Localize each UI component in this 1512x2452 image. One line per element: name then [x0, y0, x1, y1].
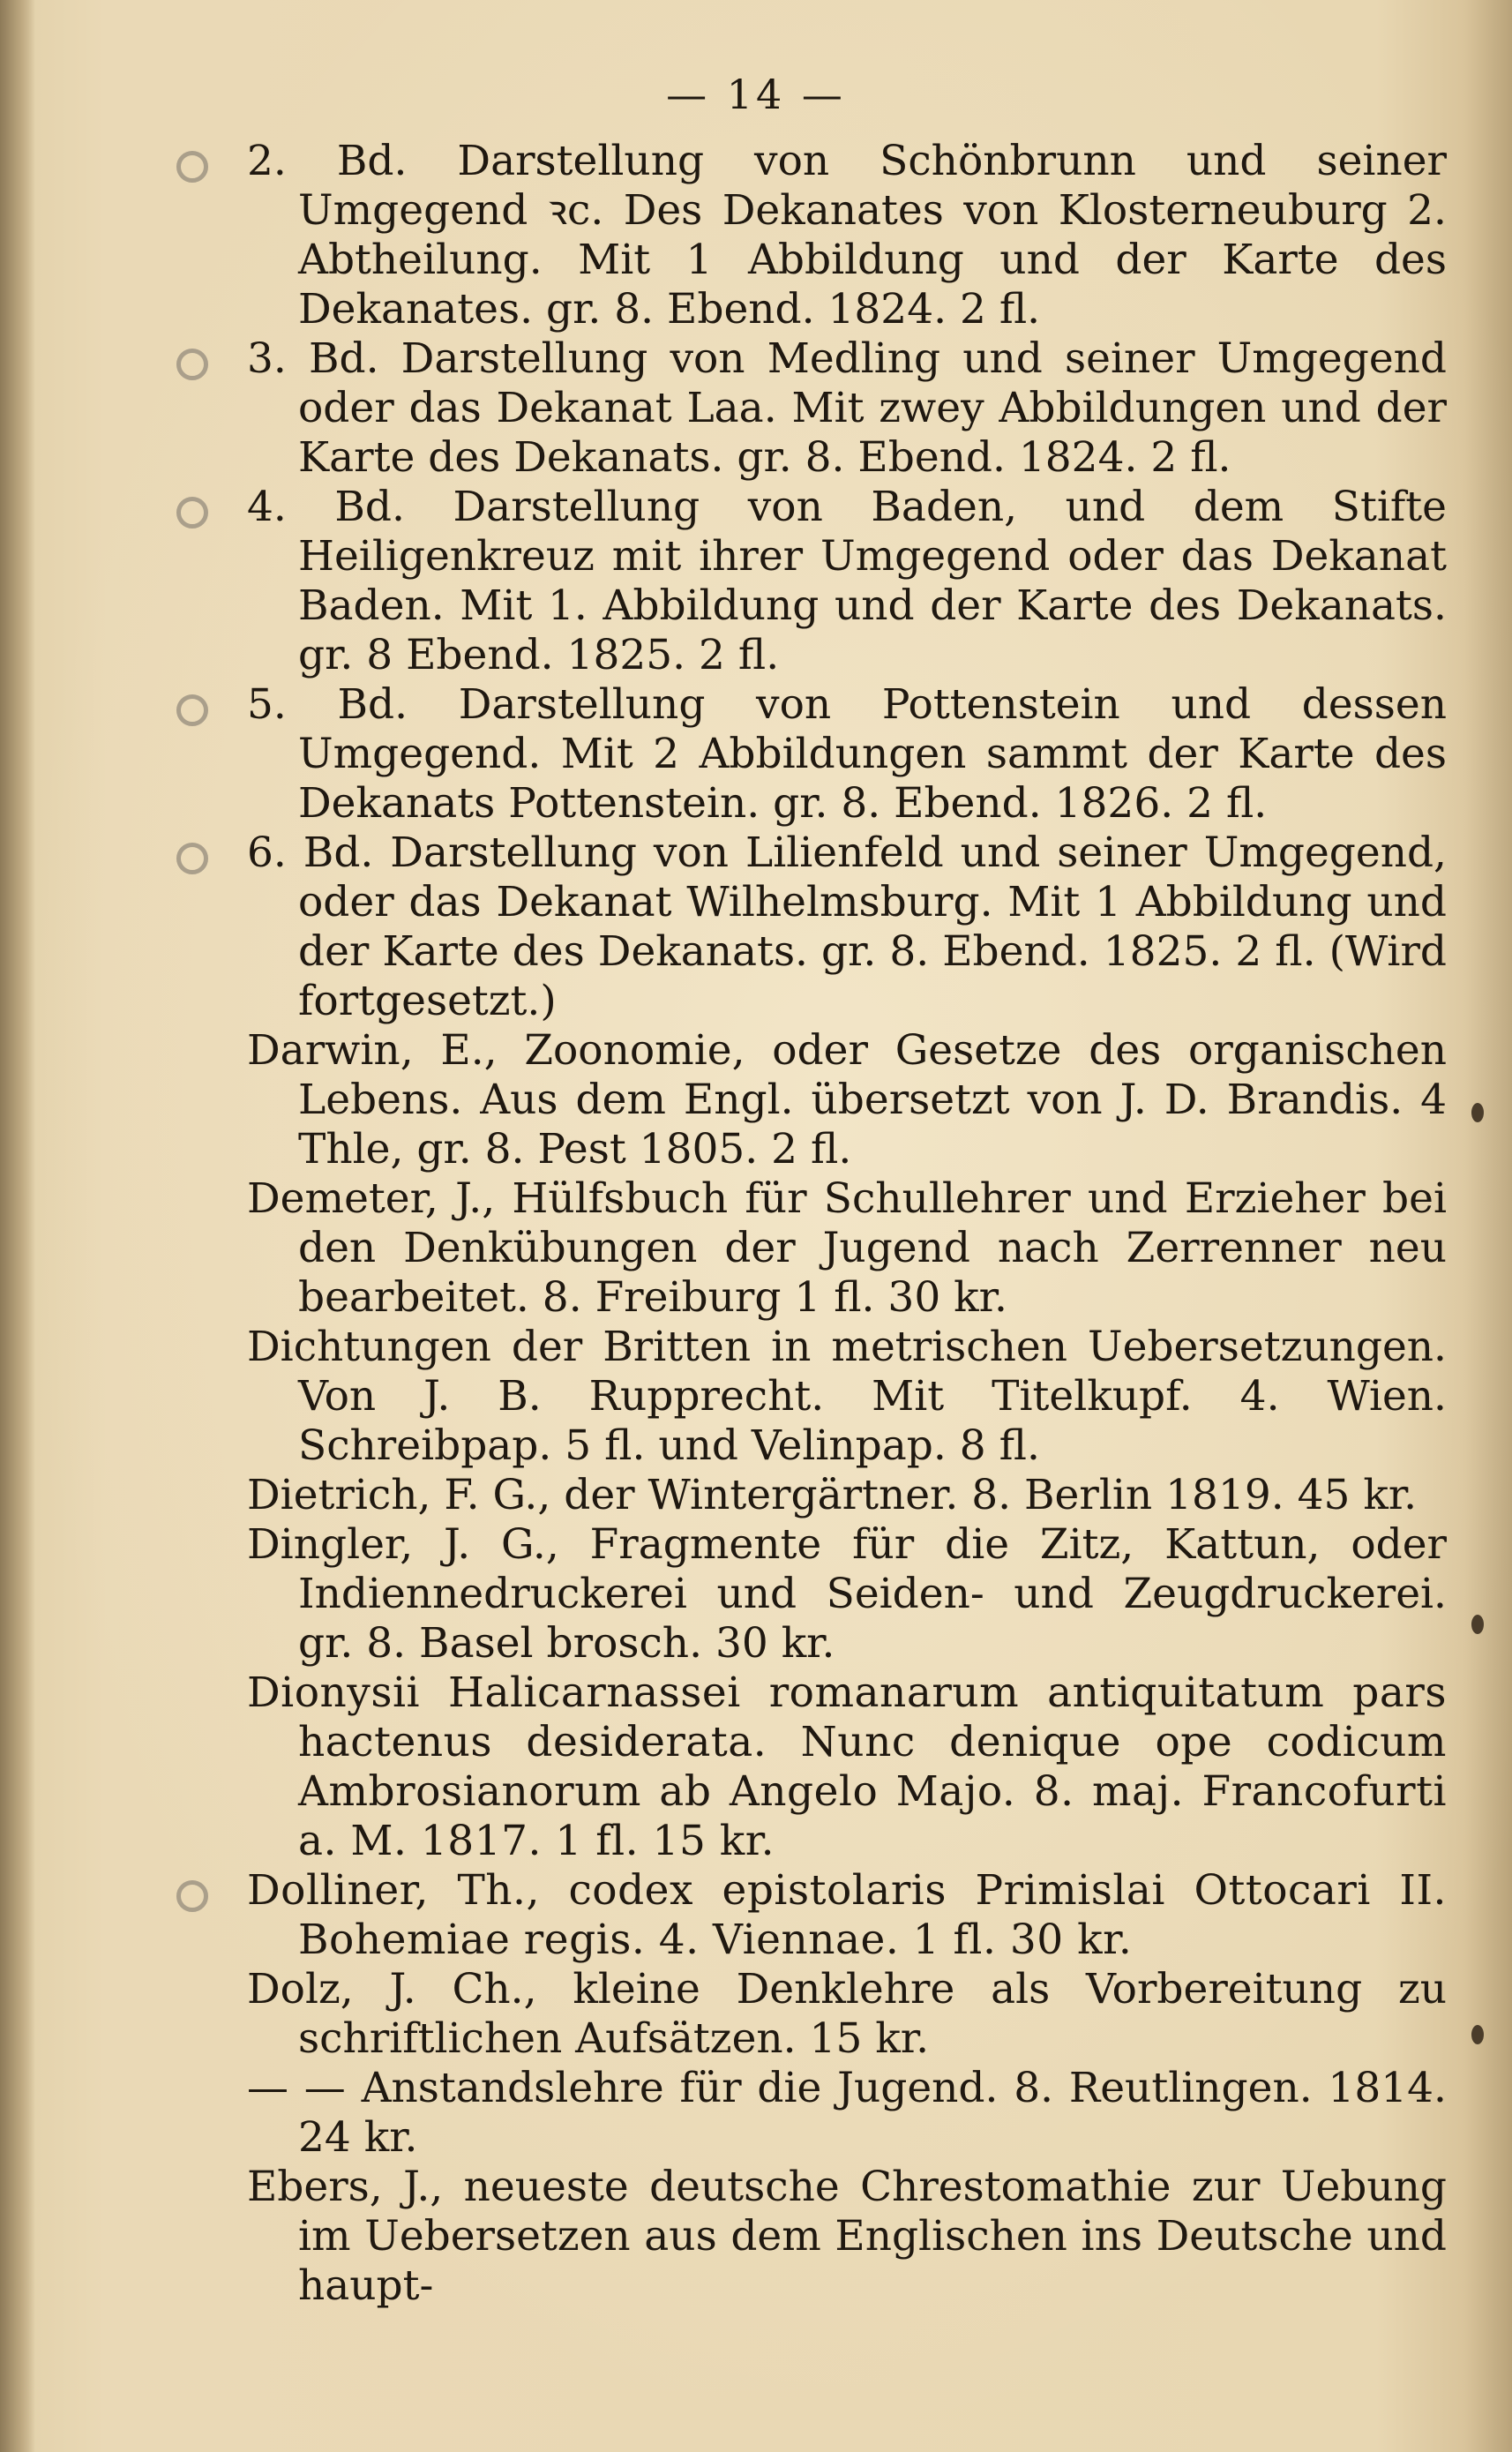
binding-hole-mark: [1471, 2025, 1484, 2044]
binding-hole-mark: [1471, 1103, 1484, 1122]
entry-text: 6. Bd. Darstellung von Lilienfeld und seiner Umgegend, oder das Dekanat Wilhelmsburg. Mit 1 Abbildung und der Karte des Dekanats. gr. 8. Ebend. 1825. 2 fl. (Wird fortgesetzt.): [247, 829, 1447, 1025]
pencil-circle-mark-icon: [176, 497, 208, 529]
catalog-entry: [247, 137, 1447, 334]
catalog-entry: [247, 1471, 1447, 1520]
catalog-entry: [247, 2064, 1447, 2163]
page-number: — 14 —: [666, 71, 846, 118]
page-gutter-shadow: [0, 0, 35, 2452]
entry-text: Dionysii Halicarnassei romanarum antiquitatum pars hactenus desiderata. Nunc denique ope codicum Ambrosianorum ab Angelo Majo. 8. maj. Francofurti a. M. 1817. 1 fl. 15 kr.: [247, 1668, 1447, 1865]
entry-text: Dingler, J. G., Fragmente für die Zitz, Kattun, oder Indiennedruckerei und Seiden- und Zeugdruckerei. gr. 8. Basel brosch. 30 kr.: [247, 1520, 1447, 1668]
catalog-entry: [247, 1323, 1447, 1471]
catalog-entry: [247, 680, 1447, 829]
catalog-entries: [247, 137, 1447, 2311]
catalog-entry: [247, 1174, 1447, 1323]
entry-text: Dietrich, F. G., der Wintergärtner. 8. Berlin 1819. 45 kr.: [247, 1471, 1418, 1519]
catalog-entry: [247, 1520, 1447, 1668]
entry-text: 3. Bd. Darstellung von Medling und seiner Umgegend oder das Dekanat Laa. Mit zwey Abbildungen und der Karte des Dekanats. gr. 8. Ebend. 1824. 2 fl.: [247, 334, 1447, 482]
entry-text: — — Anstandslehre für die Jugend. 8. Reutlingen. 1814. 24 kr.: [247, 2064, 1447, 2162]
entry-text: 2. Bd. Darstellung von Schönbrunn und seiner Umgegend ꝛc. Des Dekanates von Klosterneuburg 2. Abtheilung. Mit 1 Abbildung und der Karte des Dekanates. gr. 8. Ebend. 1824. 2 fl.: [247, 137, 1447, 334]
pencil-circle-mark-icon: [176, 349, 208, 380]
catalog-entry: [247, 1668, 1447, 1866]
pencil-circle-mark-icon: [176, 843, 208, 874]
pencil-circle-mark-icon: [176, 1880, 208, 1912]
entry-text: Demeter, J., Hülfsbuch für Schullehrer und Erzieher bei den Denkübungen der Jugend nach Zerrenner neu bearbeitet. 8. Freiburg 1 fl. 30 kr.: [247, 1174, 1447, 1322]
binding-hole-mark: [1471, 1615, 1484, 1634]
catalog-entry: [247, 829, 1447, 1026]
entry-text: Darwin, E., Zoonomie, oder Gesetze des organischen Lebens. Aus dem Engl. übersetzt von J. D. Brandis. 4 Thle, gr. 8. Pest 1805. 2 fl.: [247, 1026, 1447, 1174]
catalog-entry: [247, 483, 1447, 680]
entry-text: Ebers, J., neueste deutsche Chrestomathie zur Uebung im Uebersetzen aus dem Englischen ins Deutsche und haupt-: [247, 2163, 1447, 2310]
entry-text: 4. Bd. Darstellung von Baden, und dem Stifte Heiligenkreuz mit ihrer Umgegend oder das Dekanat Baden. Mit 1. Abbildung und der Karte des Dekanats. gr. 8 Ebend. 1825. 2 fl.: [247, 483, 1447, 679]
entry-text: Dichtungen der Britten in metrischen Uebersetzungen. Von J. B. Rupprecht. Mit Titelkupf. 4. Wien. Schreibpap. 5 fl. und Velinpap. 8 fl.: [247, 1323, 1447, 1470]
catalog-entry: [247, 2163, 1447, 2311]
pencil-circle-mark-icon: [176, 694, 208, 726]
entry-text: Dolliner, Th., codex epistolaris Primislai Ottocari II. Bohemiae regis. 4. Viennae. 1 fl. 30 kr.: [247, 1866, 1447, 1964]
catalog-entry: [247, 334, 1447, 483]
catalog-entry: [247, 1965, 1447, 2064]
entry-text: Dolz, J. Ch., kleine Denklehre als Vorbereitung zu schriftlichen Aufsätzen. 15 kr.: [247, 1965, 1447, 2063]
catalog-entry: [247, 1026, 1447, 1174]
pencil-circle-mark-icon: [176, 151, 208, 183]
entry-text: 5. Bd. Darstellung von Pottenstein und dessen Umgegend. Mit 2 Abbildungen sammt der Karte des Dekanats Pottenstein. gr. 8. Ebend. 1826. 2 fl.: [247, 680, 1447, 828]
catalog-entry: [247, 1866, 1447, 1965]
